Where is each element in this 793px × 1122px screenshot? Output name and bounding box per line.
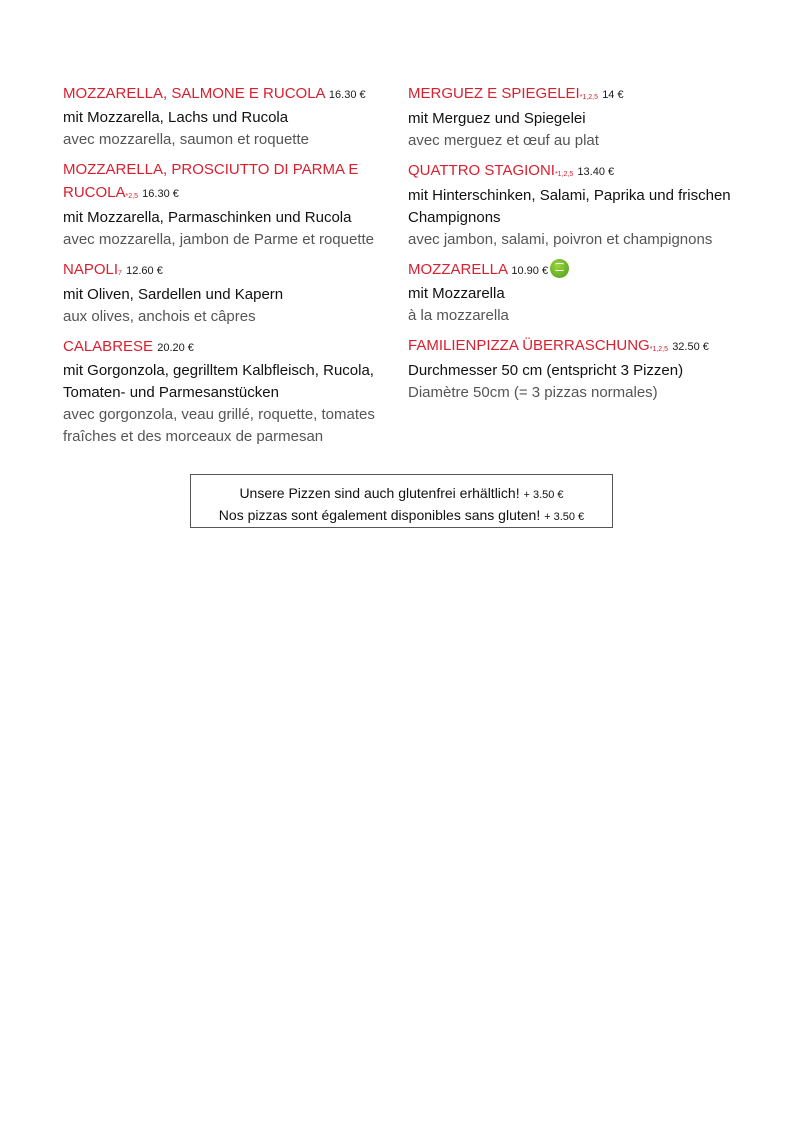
item-description-de: mit Hinterschinken, Salami, Paprika und frischen Champignons <box>408 187 731 226</box>
item-name: QUATTRO STAGIONI <box>408 162 555 179</box>
item-price: 10.90 € <box>511 265 549 277</box>
item-name: CALABRESE <box>63 338 154 355</box>
menu-item <box>408 334 738 404</box>
item-description-fr: avec gorgonzola, veau grillé, roquette, tomates fraîches et des morceaux de parmesan <box>63 406 375 445</box>
item-price: 16.30 € <box>328 89 366 101</box>
item-name: MOZZARELLA <box>408 261 508 278</box>
menu-item <box>63 158 393 251</box>
item-description-fr: avec jambon, salami, poivron et champignons <box>408 231 713 248</box>
item-price: 13.40 € <box>577 166 615 178</box>
item-description-de: mit Mozzarella, Parmaschinken und Rucola <box>63 209 352 226</box>
item-name: NAPOLI <box>63 261 119 278</box>
item-description-fr: avec mozzarella, jambon de Parme et roquette <box>63 231 374 248</box>
item-price: 12.60 € <box>126 265 163 277</box>
allergen-note: *2,5 <box>125 193 138 200</box>
gluten-notice-de: Unsere Pizzen sind auch glutenfrei erhältlich! <box>239 485 520 501</box>
menu-item <box>63 258 393 328</box>
item-description-de: Durchmesser 50 cm (entspricht 3 Pizzen) <box>408 362 684 379</box>
vegetarian-badge-icon <box>550 259 569 278</box>
item-price: 20.20 € <box>157 342 194 354</box>
menu-column-right <box>408 82 738 411</box>
gluten-price-de: + 3.50 € <box>523 489 564 501</box>
item-price: 32.50 € <box>672 341 709 353</box>
gluten-notice-fr: Nos pizzas sont également disponibles sans gluten! <box>218 507 541 523</box>
allergen-note: *1,2,5 <box>579 94 599 101</box>
item-name: FAMILIENPIZZA ÜBERRASCHUNG <box>408 337 650 354</box>
allergen-note: *1,2,5 <box>649 346 669 353</box>
item-description-fr: à la mozzarella <box>408 307 509 324</box>
item-description-fr: Diamètre 50cm (= 3 pizzas normales) <box>408 384 658 401</box>
item-description-de: mit Merguez und Spiegelei <box>408 110 586 127</box>
menu-item <box>408 82 738 152</box>
item-description-de: mit Mozzarella, Lachs und Rucola <box>63 109 289 126</box>
item-description-fr: aux olives, anchois et câpres <box>63 308 256 325</box>
item-description-de: mit Gorgonzola, gegrilltem Kalbfleisch, Rucola, Tomaten- und Parmesanstücken <box>63 362 374 401</box>
item-name: MOZZARELLA, SALMONE E RUCOLA <box>63 85 325 102</box>
item-name: MOZZARELLA, PROSCIUTTO DI PARMA E RUCOLA <box>63 161 359 201</box>
menu-item <box>408 258 738 327</box>
menu-column-left <box>63 82 393 455</box>
item-name: MERGUEZ E SPIEGELEI <box>408 85 580 102</box>
allergen-note: 7 <box>118 270 122 277</box>
item-description-de: mit Oliven, Sardellen und Kapern <box>63 286 284 303</box>
item-price: 16.30 € <box>142 188 179 200</box>
menu-item <box>408 159 738 251</box>
item-price: 14 € <box>602 89 624 101</box>
gluten-free-notice <box>190 474 613 528</box>
menu-item <box>63 335 393 448</box>
gluten-price-fr: + 3.50 € <box>544 511 585 523</box>
menu-item <box>63 82 393 151</box>
allergen-note: *1,2,5 <box>554 171 574 178</box>
item-description-fr: avec mozzarella, saumon et roquette <box>63 131 309 148</box>
item-description-fr: avec merguez et œuf au plat <box>408 132 599 149</box>
item-description-de: mit Mozzarella <box>408 285 505 302</box>
